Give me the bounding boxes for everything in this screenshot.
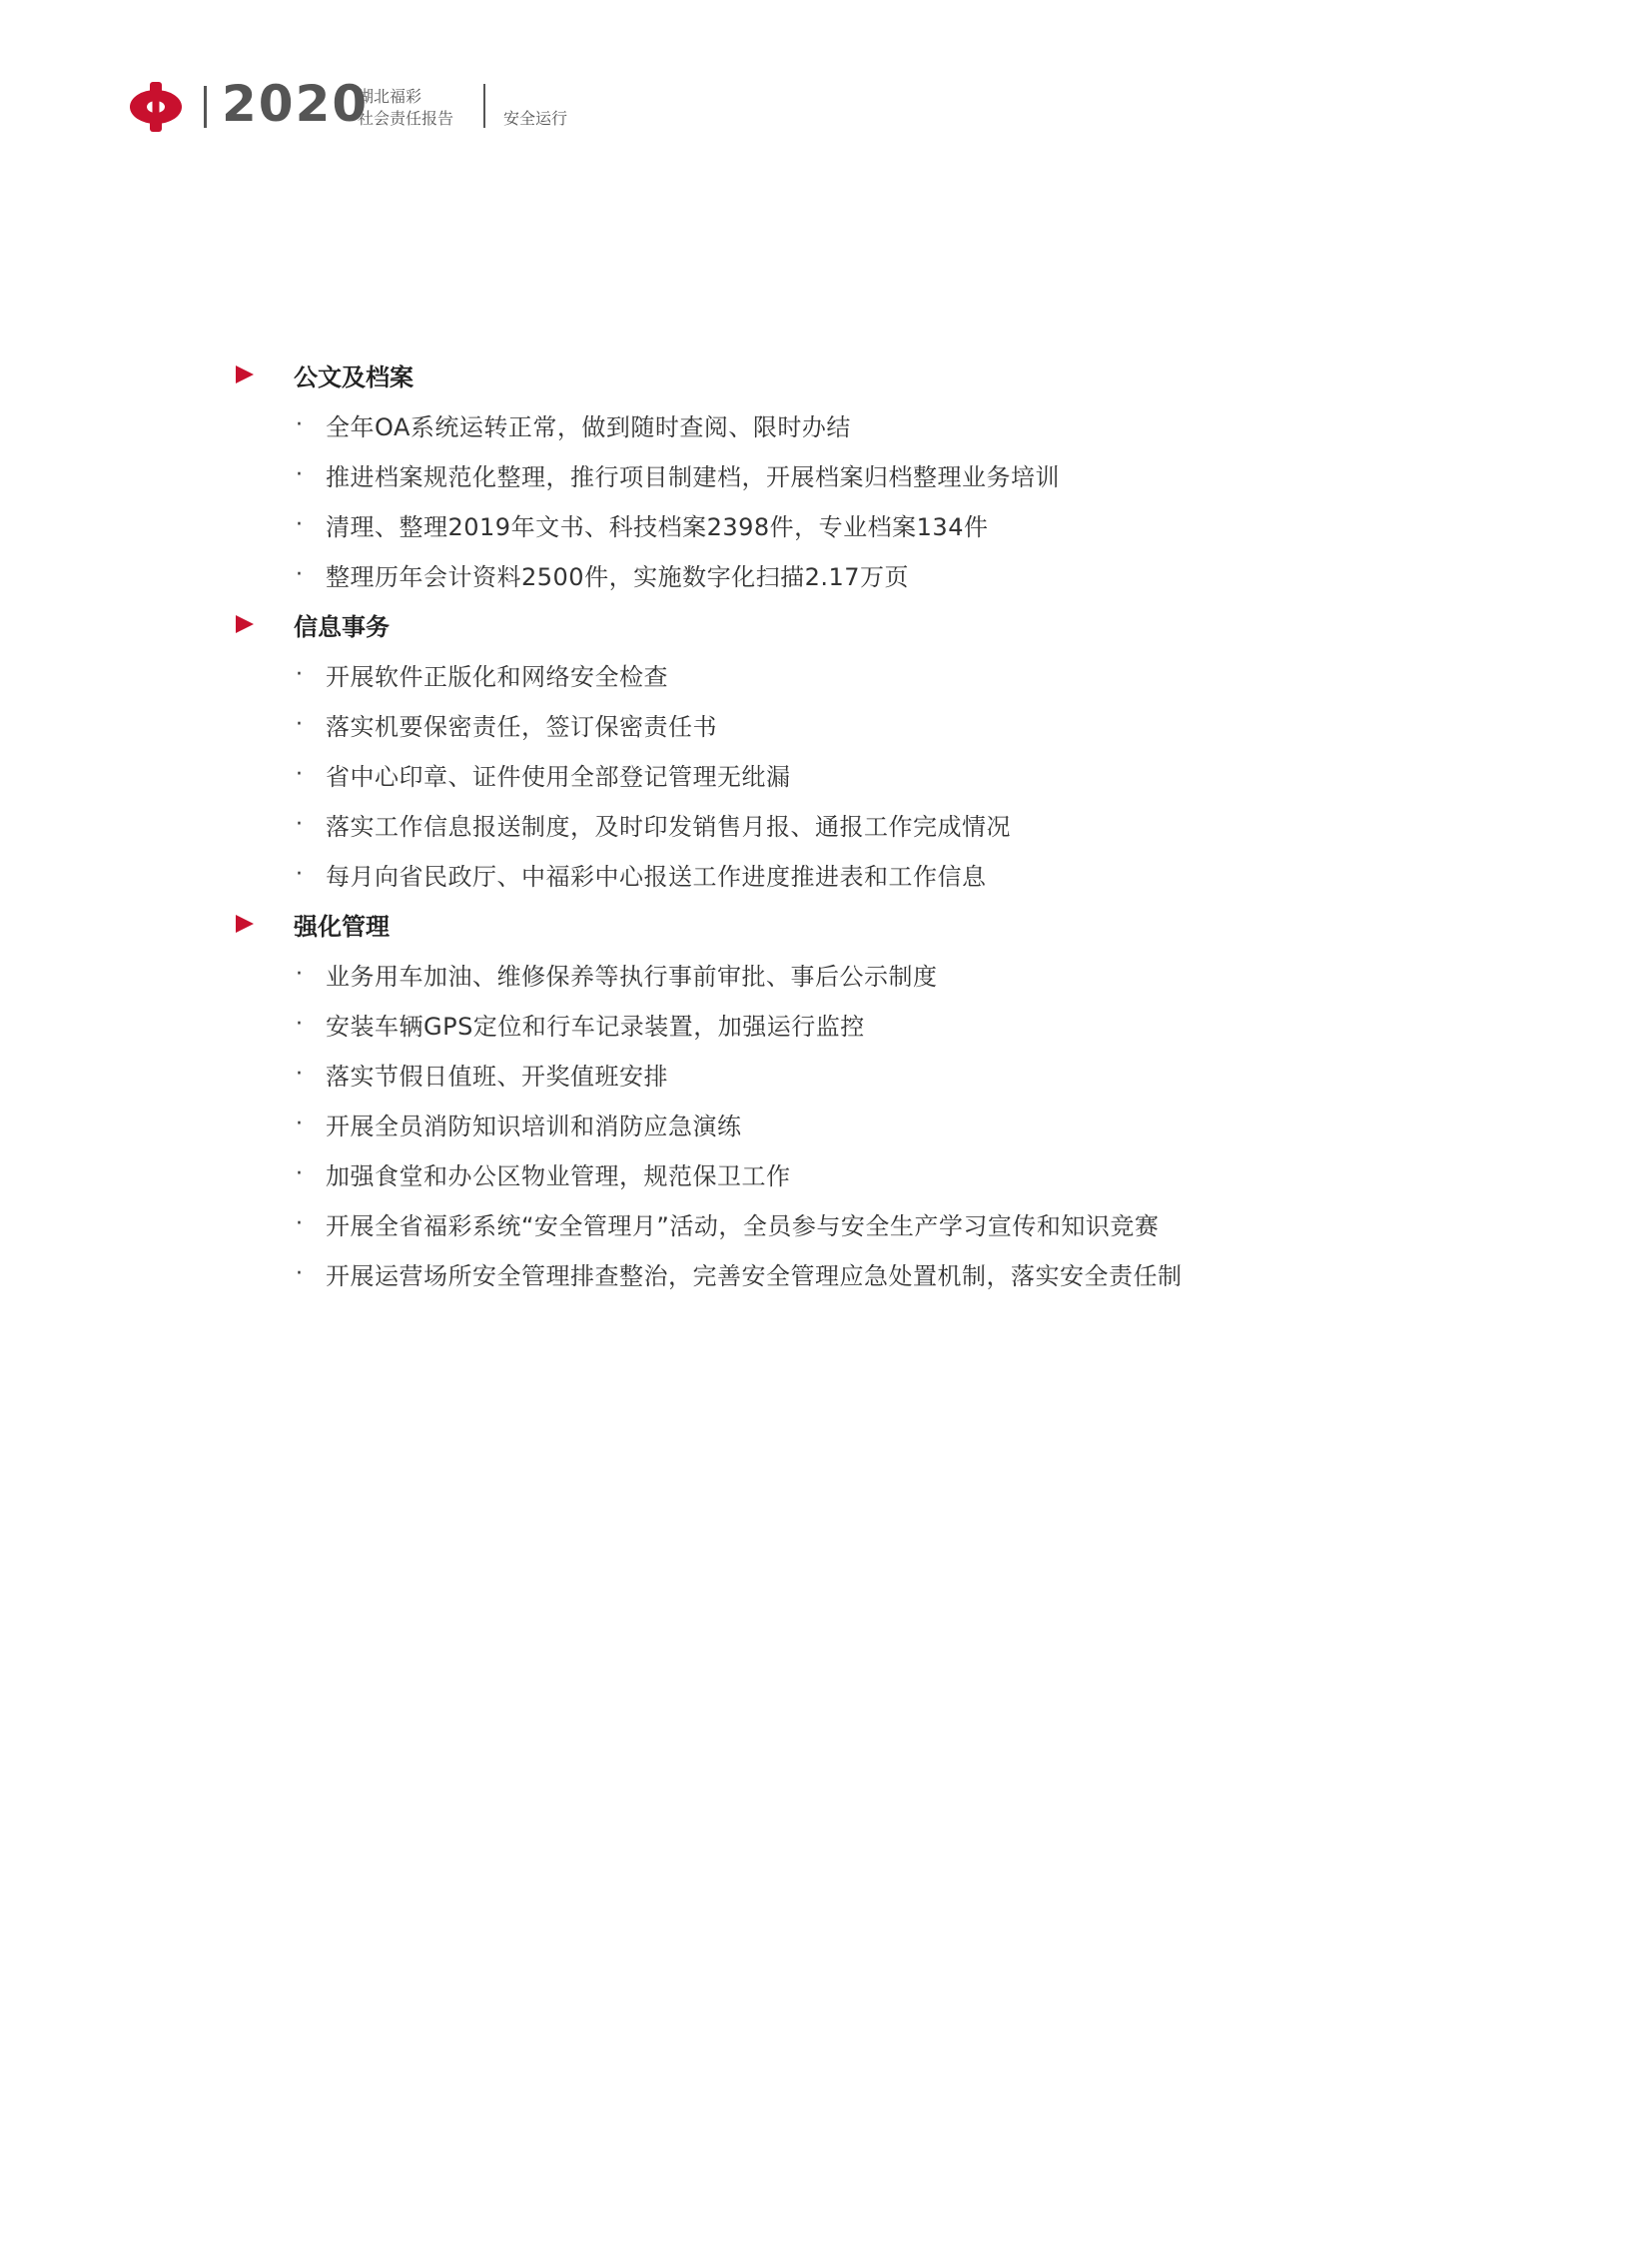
- dot-bullet-icon: ·: [296, 411, 303, 437]
- list-item-text: 开展全省福彩系统“安全管理月”活动，全员参与安全生产学习宣传和知识竞赛: [326, 1211, 1160, 1240]
- dot-bullet-icon: ·: [296, 1260, 303, 1286]
- list-item-text: 开展全员消防知识培训和消防应急演练: [326, 1112, 742, 1140]
- list-item-text: 业务用车加油、维修保养等执行事前审批、事后公示制度: [326, 962, 938, 991]
- section-heading: [236, 599, 1334, 649]
- section-documents-archives: [236, 350, 1334, 599]
- report-year: 2020: [222, 75, 370, 133]
- list-item: [236, 1198, 1334, 1248]
- dot-bullet-icon: ·: [296, 861, 303, 887]
- dot-bullet-icon: ·: [296, 761, 303, 787]
- list-item-text: 省中心印章、证件使用全部登记管理无纰漏: [326, 762, 791, 791]
- chapter-name: 安全运行: [503, 109, 568, 128]
- dot-bullet-icon: ·: [296, 1011, 303, 1037]
- list-item-text: 落实机要保密责任，签订保密责任书: [326, 712, 717, 741]
- list-item: [236, 1148, 1334, 1198]
- header-divider: [483, 84, 485, 128]
- dot-bullet-icon: ·: [296, 1061, 303, 1087]
- list-item-text: 开展软件正版化和网络安全检查: [326, 662, 668, 691]
- dot-bullet-icon: ·: [296, 1210, 303, 1236]
- section-strengthen-management: [236, 899, 1334, 1298]
- dot-bullet-icon: ·: [296, 1160, 303, 1186]
- list-item: [236, 1099, 1334, 1148]
- report-name-line2: 社会责任报告: [358, 109, 454, 128]
- item-list: [236, 649, 1334, 899]
- list-item: [236, 1248, 1334, 1298]
- dot-bullet-icon: ·: [296, 461, 303, 487]
- dot-bullet-icon: ·: [296, 561, 303, 587]
- content-body: [236, 350, 1334, 1298]
- list-item-text: 每月向省民政厅、中福彩中心报送工作进度推进表和工作信息: [326, 862, 987, 891]
- list-item-text: 安装车辆GPS定位和行车记录装置，加强运行监控: [326, 1012, 865, 1041]
- item-list: [236, 399, 1334, 599]
- report-name: [358, 86, 453, 130]
- welfare-lottery-logo: [128, 82, 184, 132]
- item-list: [236, 949, 1334, 1298]
- list-item: [236, 449, 1334, 499]
- list-item-text: 全年OA系统运转正常，做到随时查阅、限时办结: [326, 412, 851, 441]
- dot-bullet-icon: ·: [296, 961, 303, 987]
- list-item-text: 推进档案规范化整理，推行项目制建档，开展档案归档整理业务培训: [326, 462, 1060, 491]
- dot-bullet-icon: ·: [296, 511, 303, 537]
- triangle-bullet-icon: [236, 366, 254, 383]
- section-information-affairs: [236, 599, 1334, 899]
- list-item: [236, 499, 1334, 549]
- list-item-text: 落实节假日值班、开奖值班安排: [326, 1062, 668, 1091]
- list-item: [236, 699, 1334, 749]
- dot-bullet-icon: ·: [296, 1111, 303, 1136]
- list-item: [236, 949, 1334, 999]
- dot-bullet-icon: ·: [296, 711, 303, 737]
- section-heading: [236, 899, 1334, 949]
- section-title: 强化管理: [294, 912, 390, 941]
- list-item: [236, 749, 1334, 799]
- header-divider: [204, 86, 207, 128]
- list-item: [236, 799, 1334, 849]
- section-title: 信息事务: [294, 612, 390, 641]
- dot-bullet-icon: ·: [296, 811, 303, 837]
- section-title: 公文及档案: [294, 363, 413, 391]
- report-name-line1: 湖北福彩: [358, 87, 422, 106]
- list-item-text: 清理、整理2019年文书、科技档案2398件，专业档案134件: [326, 512, 989, 541]
- list-item: [236, 999, 1334, 1049]
- list-item: [236, 399, 1334, 449]
- list-item-text: 整理历年会计资料2500件，实施数字化扫描2.17万页: [326, 562, 910, 591]
- list-item: [236, 649, 1334, 699]
- section-heading: [236, 350, 1334, 399]
- page-header: [0, 0, 1652, 160]
- list-item-text: 加强食堂和办公区物业管理，规范保卫工作: [326, 1161, 791, 1190]
- triangle-bullet-icon: [236, 615, 254, 633]
- triangle-bullet-icon: [236, 915, 254, 933]
- list-item-text: 落实工作信息报送制度，及时印发销售月报、通报工作完成情况: [326, 812, 1011, 841]
- list-item: [236, 1049, 1334, 1099]
- list-item: [236, 849, 1334, 899]
- list-item-text: 开展运营场所安全管理排查整治，完善安全管理应急处置机制，落实安全责任制: [326, 1261, 1183, 1290]
- dot-bullet-icon: ·: [296, 661, 303, 687]
- list-item: [236, 549, 1334, 599]
